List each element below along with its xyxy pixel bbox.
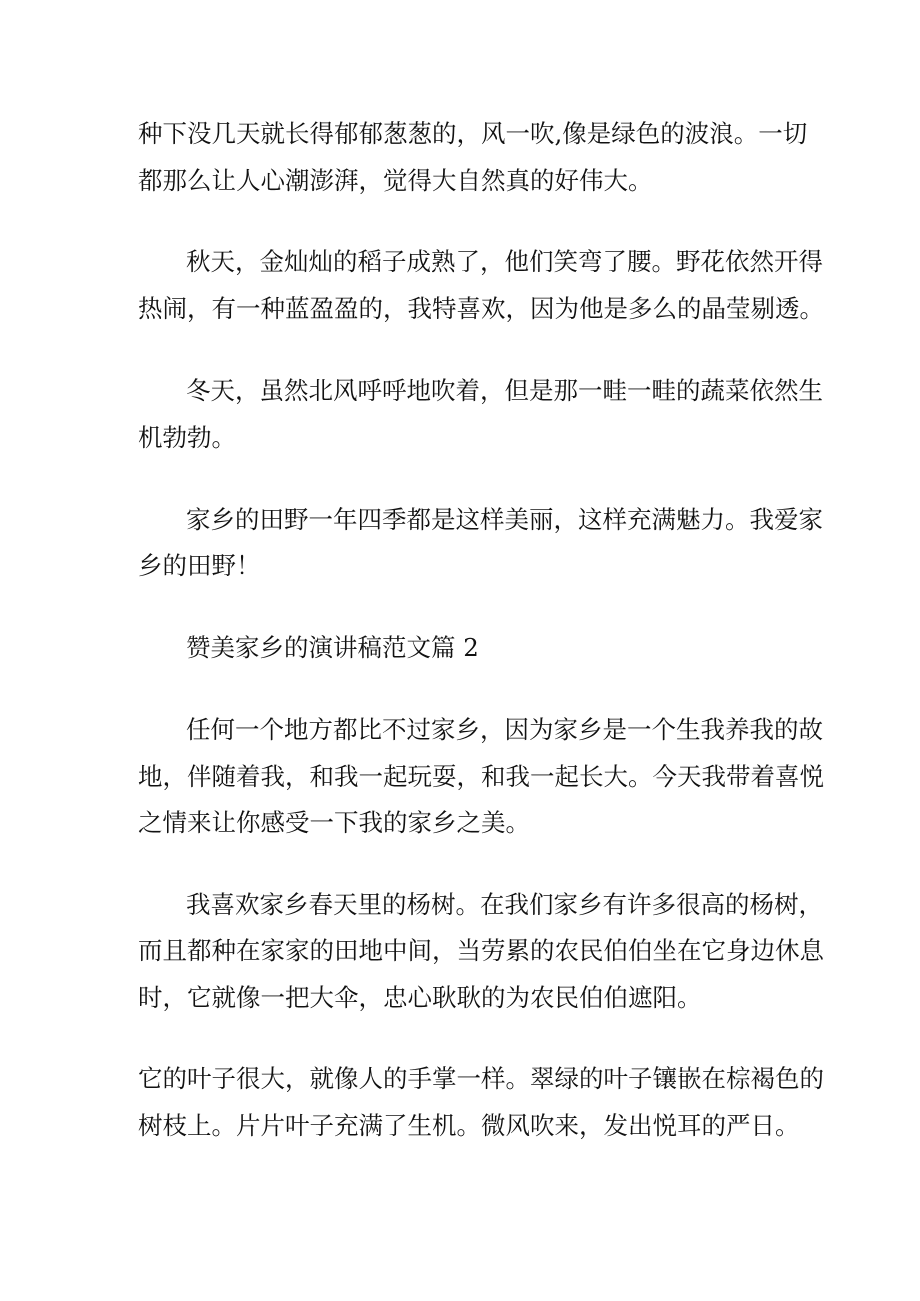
paragraph-winter-line-2: 机勃勃。: [138, 423, 236, 452]
paragraph-conclusion-line-2: 乡的田野！: [138, 551, 261, 580]
section-heading: 赞美家乡的演讲稿范文篇 2: [186, 633, 479, 662]
paragraph-poplar-line-1: 我喜欢家乡春天里的杨树。在我们家乡有许多很高的杨树，: [186, 890, 823, 919]
paragraph-leaves-line-2: 树枝上。片片叶子充满了生机。微风吹来，发出悦耳的严日。: [138, 1111, 800, 1140]
paragraph-intro-line-2: 地，伴随着我，和我一起玩耍，和我一起长大。今天我带着喜悦: [138, 762, 824, 791]
paragraph-spring-line-1: 种下没几天就长得郁郁葱葱的，风一吹,像是绿色的波浪。一切: [138, 119, 808, 148]
paragraph-poplar-line-2: 而且都种在家家的田地中间，当劳累的农民伯伯坐在它身边休息: [138, 936, 824, 965]
paragraph-autumn-line-1: 秋天，金灿灿的稻子成熟了，他们笑弯了腰。野花依然开得: [186, 247, 823, 276]
paragraph-poplar-line-3: 时，它就像一把大伞，忠心耿耿的为农民伯伯遮阳。: [138, 983, 702, 1012]
paragraph-conclusion-line-1: 家乡的田野一年四季都是这样美丽，这样充满魅力。我爱家: [186, 505, 823, 534]
paragraph-winter-line-1: 冬天，虽然北风呼呼地吹着，但是那一畦一畦的蔬菜依然生: [186, 376, 823, 405]
paragraph-intro-line-1: 任何一个地方都比不过家乡，因为家乡是一个生我养我的故: [186, 715, 823, 744]
paragraph-leaves-line-1: 它的叶子很大，就像人的手掌一样。翠绿的叶子镶嵌在棕褐色的: [138, 1064, 824, 1093]
paragraph-intro-line-3: 之情来让你感受一下我的家乡之美。: [138, 808, 530, 837]
paragraph-spring-line-2: 都那么让人心潮澎湃，觉得大自然真的好伟大。: [138, 166, 653, 195]
paragraph-autumn-line-2: 热闹，有一种蓝盈盈的，我特喜欢，因为他是多么的晶莹剔透。: [138, 294, 824, 323]
